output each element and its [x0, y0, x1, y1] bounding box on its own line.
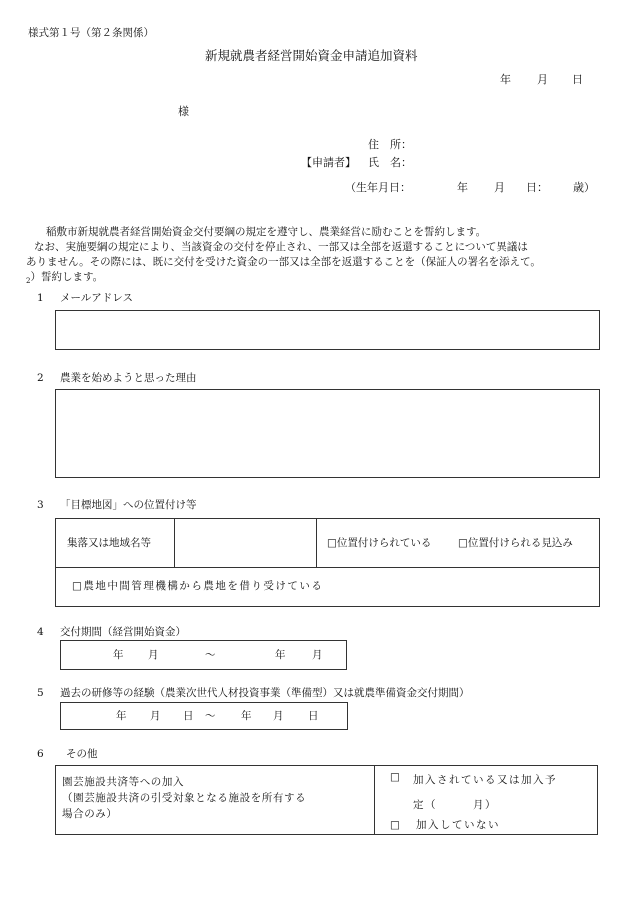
training-period-box[interactable]	[60, 702, 348, 730]
birth-day: 日：	[526, 181, 548, 194]
s4-month1: 月	[148, 649, 159, 661]
section-6-label: その他	[66, 748, 98, 760]
section-1-label: メールアドレス	[60, 292, 133, 304]
name-label: 氏 名：	[368, 156, 412, 169]
applicant-bracket: 【申請者】	[301, 156, 356, 169]
document-title: 新規就農者経営開始資金申請追加資料	[205, 48, 418, 63]
pledge-line-3: ありません。その際には、既に交付を受けた資金の一部又は全部を返還することを（保証人の署名を添えて。	[26, 256, 541, 268]
addressee: 様	[178, 105, 189, 118]
area-label: 集落又は地域名等	[67, 537, 151, 549]
s5-tilde: ～	[205, 710, 216, 722]
s4-tilde: ～	[205, 649, 216, 661]
section-1-number: 1	[37, 292, 44, 304]
section-3-number: 3	[37, 499, 44, 511]
option-positioned[interactable]: □位置付けられている	[327, 537, 432, 549]
form-number: 様式第１号（第２条関係）	[28, 27, 154, 39]
pledge-subscript: 2	[26, 277, 31, 286]
pledge-line-1: 稲敷市新規就農者経営開始資金交付要綱の規定を遵守し、農業経営に励むことを誓約します。	[46, 226, 487, 238]
pledge-line-4	[26, 272, 103, 285]
s5-day1: 日	[183, 710, 194, 722]
s4-year2: 年	[275, 649, 286, 661]
checkbox-not-joined[interactable]: □	[390, 819, 400, 831]
section-3-label: 「目標地図」への位置付け等	[60, 499, 197, 511]
birth-age: 歳）	[573, 181, 595, 194]
date-day: 日	[572, 73, 583, 86]
pledge-line-2: なお、実施要綱の規定により、当該資金の交付を停止され、一部又は全部を返還することについて異議は	[34, 241, 528, 253]
option-not-joined: 加入していない	[416, 819, 500, 831]
s5-year1: 年	[116, 710, 127, 722]
section-5-label: 過去の研修等の経験（農業次世代人材投資事業（準備型）又は就農準備資金交付期間）	[60, 687, 470, 699]
s5-day2: 日	[308, 710, 319, 722]
address-label: 住 所：	[368, 138, 412, 151]
s4-year1: 年	[113, 649, 124, 661]
s5-month1: 月	[150, 710, 161, 722]
checkbox-joined[interactable]: □	[390, 771, 400, 783]
area-input-cell[interactable]	[174, 518, 317, 568]
pledge-line-4-text: ）誓約します。	[30, 271, 104, 283]
date-month: 月	[537, 73, 548, 86]
birth-year: 年	[457, 181, 468, 194]
birth-month: 月	[494, 181, 505, 194]
s4-month2: 月	[312, 649, 323, 661]
insurance-label: 園芸施設共済等への加入 （園芸施設共済の引受対象となる施設を所有する 場合のみ）	[62, 776, 307, 820]
reason-input-box[interactable]	[55, 389, 600, 478]
section-2-label: 農業を始めようと思った理由	[60, 372, 197, 384]
section-6-number: 6	[37, 748, 44, 760]
lease-checkbox-label[interactable]: □農地中間管理機構から農地を借り受けている	[72, 580, 324, 592]
date-year: 年	[500, 73, 511, 86]
option-joined: 加入されている又は加入予 定（ 月）	[413, 774, 557, 811]
section-5-number: 5	[37, 687, 44, 699]
email-input-box[interactable]	[55, 310, 600, 350]
grant-period-box[interactable]	[60, 640, 347, 670]
birth-label: （生年月日：	[345, 181, 411, 194]
option-expected[interactable]: □位置付けられる見込み	[458, 537, 573, 549]
section-4-label: 交付期間（経営開始資金）	[60, 626, 186, 638]
section-2-number: 2	[37, 372, 44, 384]
section-4-number: 4	[37, 626, 44, 638]
s5-year2: 年	[241, 710, 252, 722]
s5-month2: 月	[273, 710, 284, 722]
